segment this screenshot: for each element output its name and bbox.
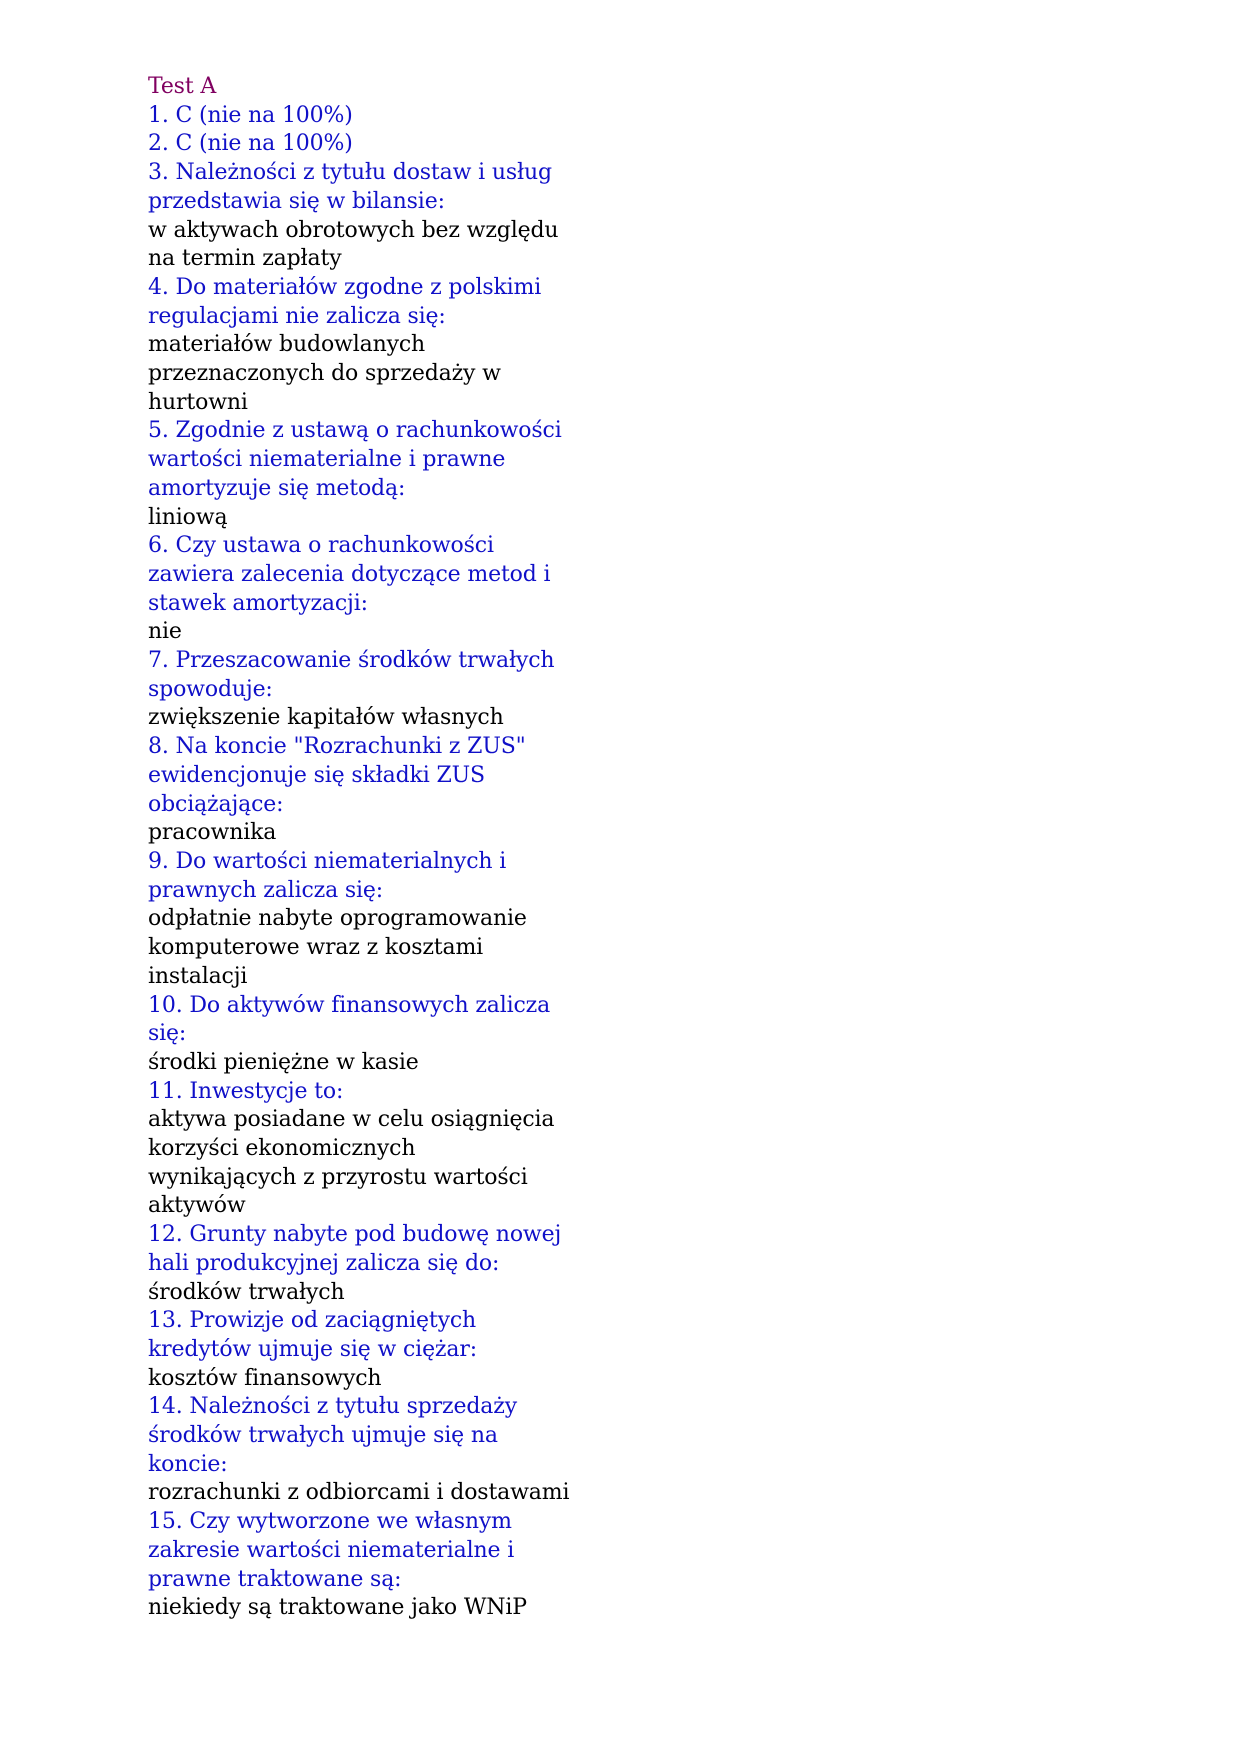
answer-line: nie xyxy=(148,619,182,645)
question-line: 13. Prowizje od zaciągniętych xyxy=(148,1308,477,1334)
question-line: koncie: xyxy=(148,1451,228,1477)
answer-line: instalacji xyxy=(148,963,248,989)
answer-line: rozrachunki z odbiorcami i dostawami xyxy=(148,1480,570,1506)
question-line: 7. Przeszacowanie środków trwałych xyxy=(148,648,555,674)
answer-line: kosztów finansowych xyxy=(148,1365,382,1391)
question-line: hali produkcyjnej zalicza się do: xyxy=(148,1250,500,1276)
question-line: prawne traktowane są: xyxy=(148,1566,402,1592)
question-line: regulacjami nie zalicza się: xyxy=(148,303,446,329)
question-line: kredytów ujmuje się w ciężar: xyxy=(148,1336,477,1362)
document-title: Test A xyxy=(148,74,217,99)
answer-line: środków trwałych xyxy=(148,1279,345,1305)
answer-line: komputerowe wraz z kosztami xyxy=(148,935,484,961)
answer-line: środki pieniężne w kasie xyxy=(148,1049,419,1075)
question-line: 6. Czy ustawa o rachunkowości xyxy=(148,533,494,559)
question-line: środków trwałych ujmuje się na xyxy=(148,1423,498,1449)
answer-line: na termin zapłaty xyxy=(148,246,342,272)
answer-line: aktywa posiadane w celu osiągnięcia xyxy=(148,1107,555,1133)
question-line: 2. C (nie na 100%) xyxy=(148,131,353,157)
question-line: przedstawia się w bilansie: xyxy=(148,188,445,214)
question-line: stawek amortyzacji: xyxy=(148,590,368,616)
answer-line: odpłatnie nabyte oprogramowanie xyxy=(148,906,527,932)
answer-line: aktywów xyxy=(148,1193,246,1219)
answer-line: materiałów budowlanych xyxy=(148,332,426,358)
question-line: 15. Czy wytworzone we własnym xyxy=(148,1509,512,1535)
answer-line: liniową xyxy=(148,504,228,530)
question-line: 14. Należności z tytułu sprzedaży xyxy=(148,1394,517,1420)
question-line: prawnych zalicza się: xyxy=(148,877,384,903)
question-line: 8. Na koncie "Rozrachunki z ZUS" xyxy=(148,734,526,760)
question-line: spowoduje: xyxy=(148,676,273,702)
answer-line: w aktywach obrotowych bez względu xyxy=(148,217,559,243)
answer-line: przeznaczonych do sprzedaży w xyxy=(148,361,501,387)
answer-line: pracownika xyxy=(148,820,277,846)
question-line: 4. Do materiałów zgodne z polskimi xyxy=(148,274,542,300)
answer-line: hurtowni xyxy=(148,389,248,415)
question-line: zakresie wartości niematerialne i xyxy=(148,1537,515,1563)
question-answer-list xyxy=(148,102,568,1623)
question-line: 12. Grunty nabyte pod budowę nowej xyxy=(148,1222,562,1248)
document-page xyxy=(148,73,568,1623)
question-line: obciążające: xyxy=(148,791,284,817)
question-line: 3. Należności z tytułu dostaw i usług xyxy=(148,160,552,186)
question-line: się: xyxy=(148,1021,187,1047)
question-line: 11. Inwestycje to: xyxy=(148,1078,344,1104)
answer-line: niekiedy są traktowane jako WNiP xyxy=(148,1595,527,1621)
answer-line: wynikających z przyrostu wartości xyxy=(148,1164,528,1190)
question-line: wartości niematerialne i prawne xyxy=(148,447,506,473)
answer-line: zwiększenie kapitałów własnych xyxy=(148,705,504,731)
question-line: zawiera zalecenia dotyczące metod i xyxy=(148,561,551,587)
question-line: amortyzuje się metodą: xyxy=(148,475,406,501)
question-line: ewidencjonuje się składki ZUS xyxy=(148,762,485,788)
question-line: 1. C (nie na 100%) xyxy=(148,102,353,128)
question-line: 5. Zgodnie z ustawą o rachunkowości xyxy=(148,418,562,444)
question-line: 10. Do aktywów finansowych zalicza xyxy=(148,992,551,1018)
question-line: 9. Do wartości niematerialnych i xyxy=(148,848,507,874)
answer-line: korzyści ekonomicznych xyxy=(148,1136,416,1162)
